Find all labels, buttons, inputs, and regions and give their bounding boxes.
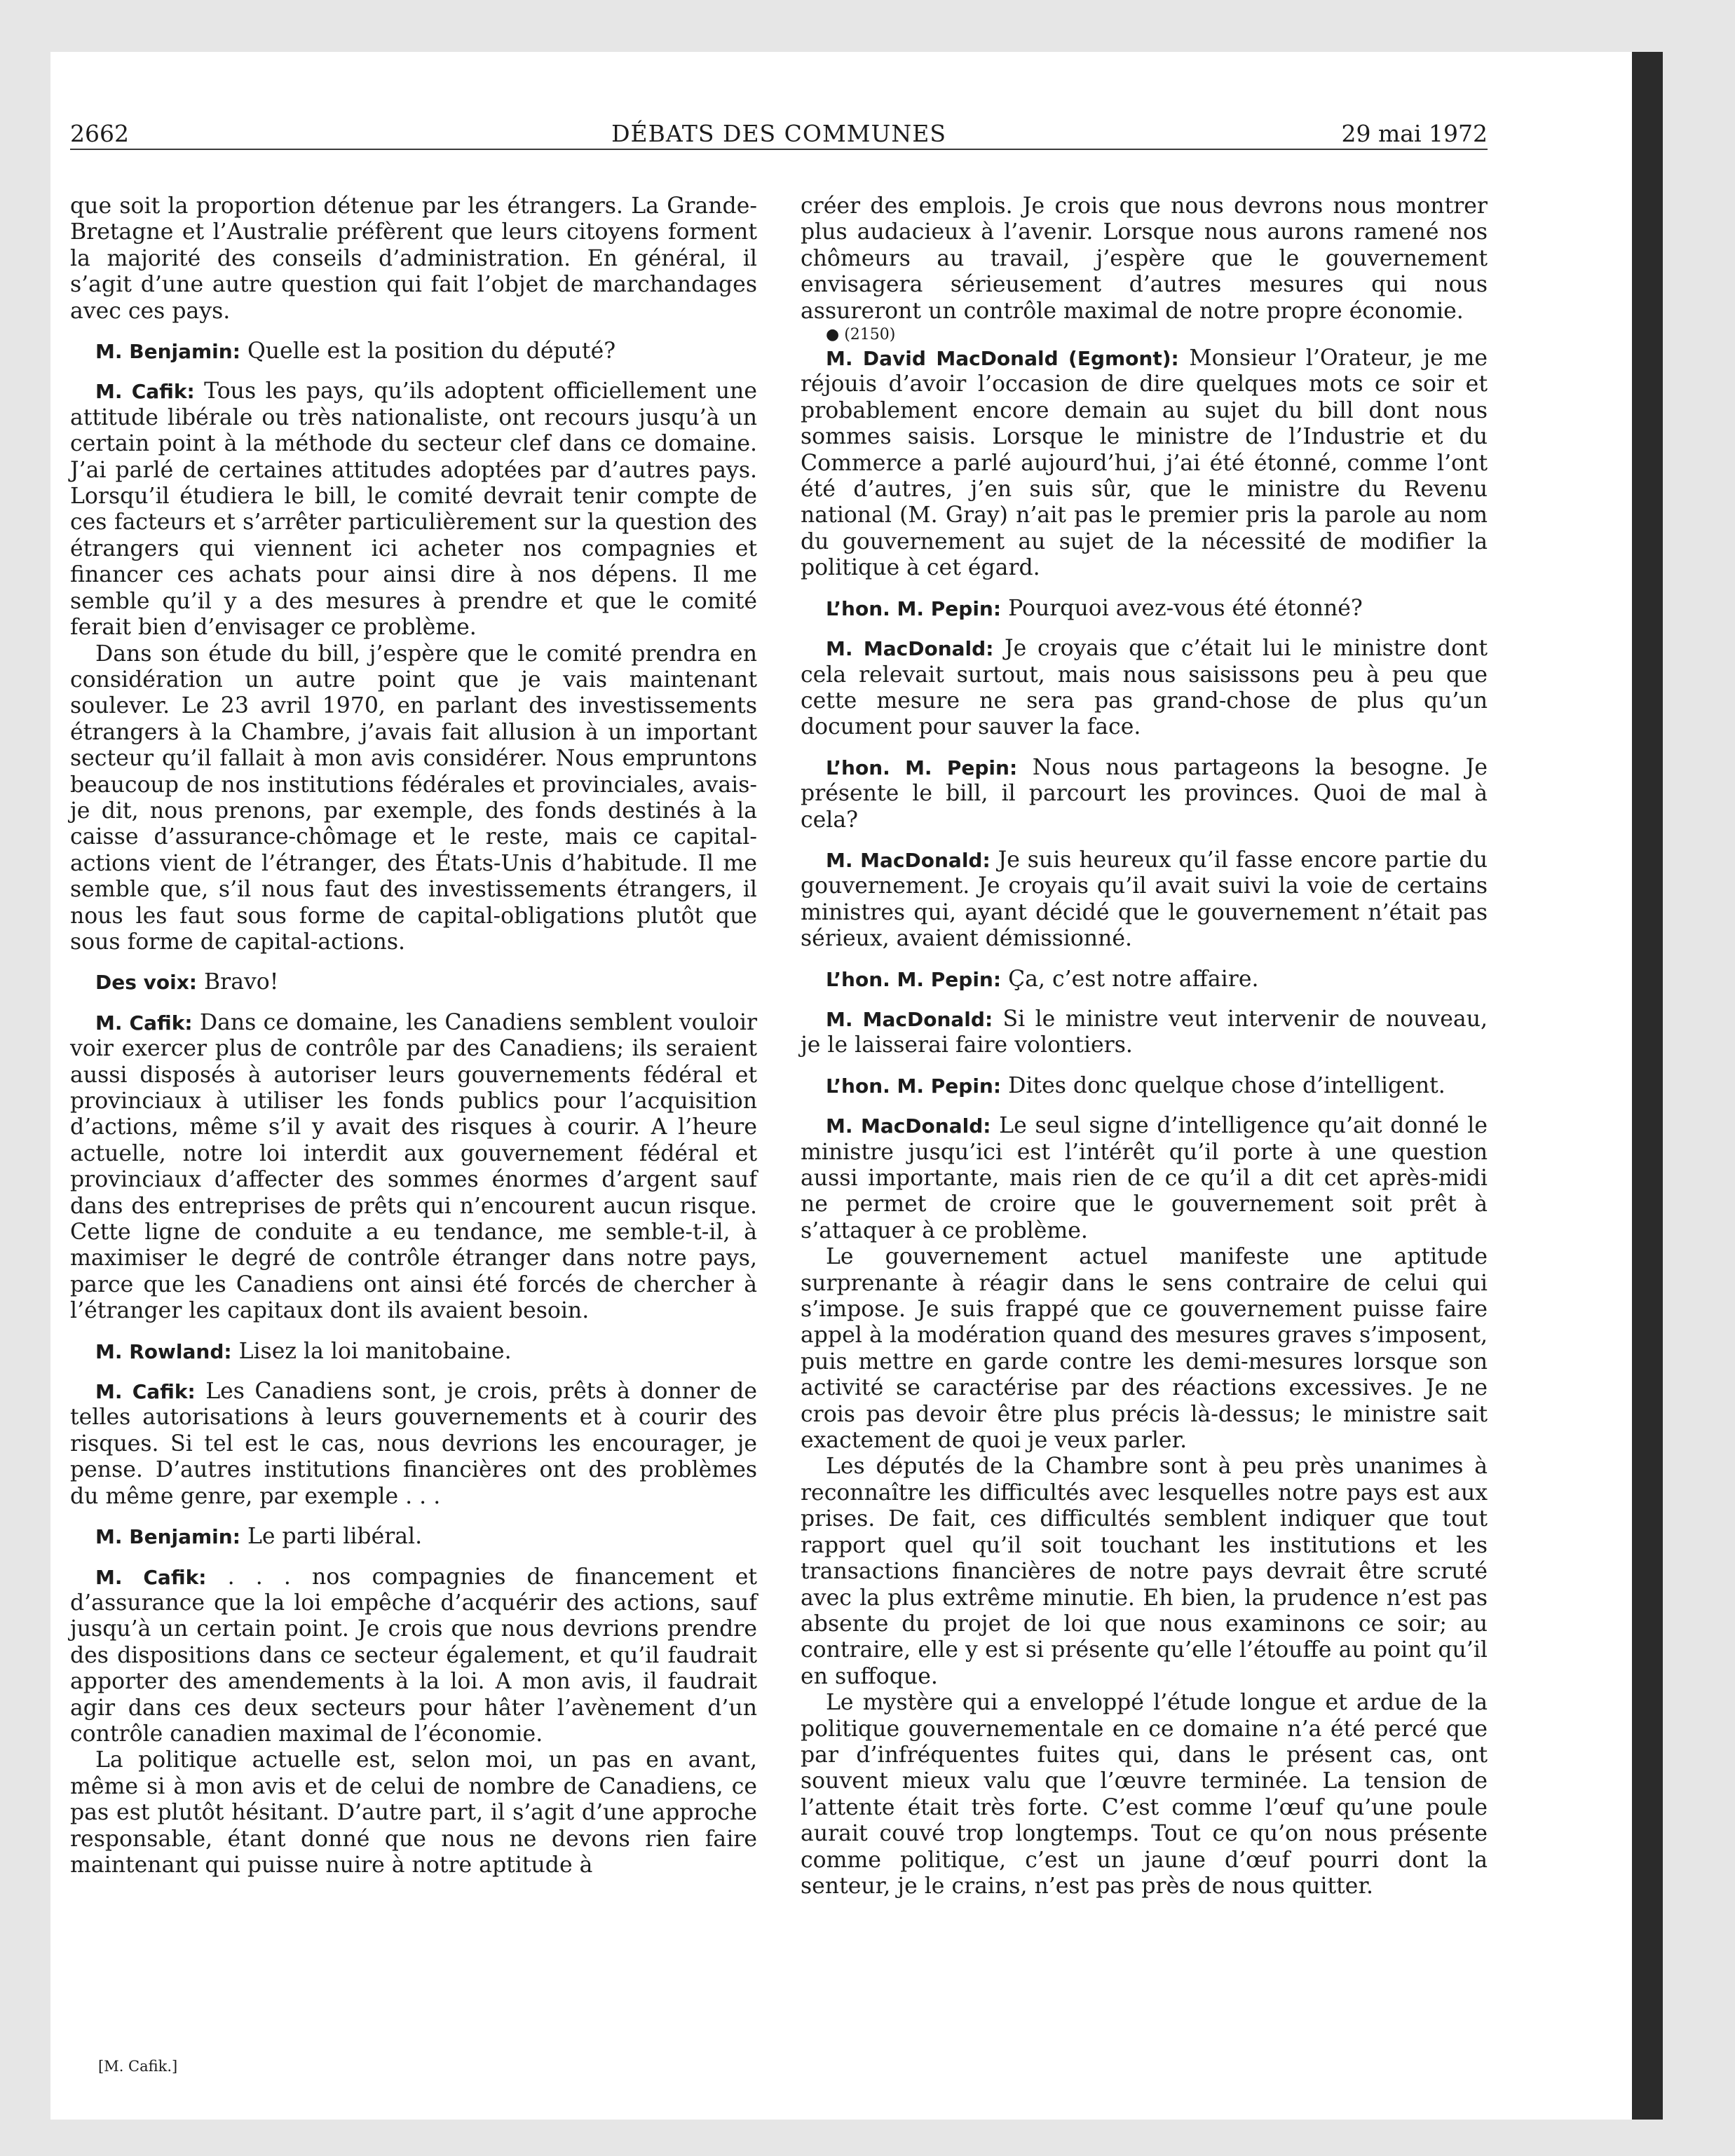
speech-text: Lisez la loi manitobaine. bbox=[238, 1338, 512, 1364]
speech-paragraph bbox=[70, 1564, 757, 1748]
speaker-name: M. Benjamin: bbox=[95, 340, 240, 364]
speech-paragraph bbox=[801, 596, 1488, 622]
speaker-footnote: [M. Cafik.] bbox=[98, 2058, 178, 2075]
speaker-name: M. MacDonald: bbox=[826, 1114, 991, 1138]
speaker-name: M. Cafik: bbox=[95, 1380, 196, 1404]
paragraph: créer des emplois. Je crois que nous devrons nous montrer plus audacieux à l’avenir. Lorsque nous aurons ramené nos chômeurs au travail, j’espère que le gouvernement envisagera sérieusement d’autres mesures qui nous assureront un contrôle maximal de notre propre économie. bbox=[801, 193, 1488, 324]
speech-text: Je suis heureux qu’il fasse encore partie du gouvernement. Je croyais qu’il avait suivi la voie de certains ministres qui, ayant décidé que le gouvernement n’était pas sérieux, avaient démissionné. bbox=[801, 847, 1488, 952]
speech-text: Monsieur l’Orateur, je me réjouis d’avoir l’occasion de dire quelques mots ce soir et probablement encore demain au sujet du bill dont nous sommes saisis. Lorsque le ministre de l’Industrie et du Commerce a parlé aujourd’hui, j’ai été étonné, comme l’ont été d’autres, j’en suis sûr, que le ministre du Revenu national (M. Gray) n’ait pas le premier pris la parole au nom du gouvernement au sujet de la nécessité de modifier la politique à cet égard. bbox=[801, 346, 1488, 581]
paragraph: Le gouvernement actuel manifeste une aptitude surprenante à réagir dans le sens contraire de celui qui s’impose. Je suis frappé que ce gouvernement puisse faire appel à la modération quand des mesures graves s’imposent, puis mettre en garde contre les demi-mesures lorsque son activité se caractérise par des réactions excessives. Je ne crois pas devoir être plus précis là-dessus; le ministre sait exactement de quoi je veux parler. bbox=[801, 1244, 1488, 1454]
speech-text: Les Canadiens sont, je crois, prêts à donner de telles autorisations à leurs gouvernements et à courir des risques. Si tel est le cas, nous devrions les encourager, je pense. D’autres institutions financières ont des problèmes du même genre, par exemple . . . bbox=[70, 1379, 758, 1509]
speech-text: Dites donc quelque chose d’intelligent. bbox=[1008, 1072, 1445, 1098]
speaker-name: L’hon. M. Pepin: bbox=[826, 756, 1018, 779]
speech-text: Quelle est la position du député? bbox=[247, 339, 616, 364]
speech-paragraph bbox=[70, 969, 757, 995]
speech-paragraph bbox=[70, 339, 757, 364]
speech-text: Ça, c’est notre affaire. bbox=[1008, 966, 1259, 992]
speech-paragraph bbox=[70, 1010, 757, 1325]
paragraph: que soit la proportion détenue par les étrangers. La Grande-Bretagne et l’Australie préfèrent que leurs citoyens forment la majorité des conseils d’administration. En général, il s’agit d’une autre question qui fait l’objet de marchandages avec ces pays. bbox=[70, 193, 757, 324]
speech-text: Bravo! bbox=[204, 969, 279, 995]
speech-paragraph bbox=[801, 346, 1488, 582]
speech-text: . . . nos compagnies de financement et d’assurance que la loi empêche d’acquérir des actions, sauf jusqu’à un certain point. Je crois que nous devrions prendre des dispositions dans ce secteur également, et qu’il faudrait apporter des amendements à la loi. A mon avis, il faudrait agir dans ces deux secteurs pour hâter l’avènement d’un contrôle canadien maximal de l’économie. bbox=[70, 1564, 758, 1747]
speech-text: Le seul signe d’intelligence qu’ait donné le ministre jusqu’ici est l’intérêt qu’il porte à une question aussi importante, mais rien de ce qu’il a dit cet après-midi ne permet de croire que le gouvernement soit prêt à s’attaquer à ce problème. bbox=[801, 1113, 1488, 1243]
speech-paragraph bbox=[70, 1339, 757, 1365]
speaker-name: L’hon. M. Pepin: bbox=[826, 596, 1002, 620]
issue-date: 29 mai 1972 bbox=[1341, 120, 1488, 147]
speaker-name: M. Cafik: bbox=[95, 1011, 193, 1035]
speaker-name: M. MacDonald: bbox=[826, 1007, 993, 1031]
speech-paragraph bbox=[70, 1524, 757, 1550]
speech-text: Pourquoi avez-vous été étonné? bbox=[1008, 595, 1363, 621]
page-header bbox=[70, 107, 1488, 150]
speech-text: Nous nous partageons la besogne. Je présente le bill, il parcourt les provinces. Quoi de mal à cela? bbox=[801, 754, 1488, 833]
time-marker-text: (2150) bbox=[844, 326, 896, 344]
speaker-name: M. Rowland: bbox=[95, 1339, 232, 1363]
speech-text: Tous les pays, qu’ils adoptent officiellement une attitude libérale ou très nationaliste, ont recours jusqu’à un certain point à la méthode du secteur clef dans ce domaine. J’ai parlé de certaines attitudes adoptées par d’autres pays. Lorsqu’il étudiera le bill, le comité devrait tenir compte de ces facteurs et s’arrêter particulièrement sur la question des étrangers qui viennent ici acheter nos compagnies et financer ces achats pour ainsi dire à nos dépens. Il me semble qu’il y a des mesures à prendre et que le comité ferait bien d’envisager ce problème. bbox=[70, 378, 757, 641]
speaker-name: M. Cafik: bbox=[95, 380, 195, 404]
speaker-name: Des voix: bbox=[95, 971, 197, 995]
speech-paragraph bbox=[801, 636, 1488, 741]
speech-paragraph bbox=[801, 755, 1488, 833]
publication-title: DÉBATS DES COMMUNES bbox=[611, 120, 946, 147]
bullet-icon: ● bbox=[826, 326, 840, 344]
speaker-name: L’hon. M. Pepin: bbox=[826, 967, 1002, 991]
speech-text: Le parti libéral. bbox=[247, 1524, 423, 1550]
paragraph: Le mystère qui a enveloppé l’étude longue et ardue de la politique gouvernementale en ce domaine n’a été percé que par d’infréquentes fuites qui, dans le présent cas, ont souvent mieux valu que l’œuvre terminée. La tension de l’attente était très forte. C’est comme l’œuf qu’une poule aurait couvé trop longtemps. Tout ce qu’on nous présente comme politique, c’est un jaune d’œuf pourri dont la senteur, je le crains, n’est pas près de nous quitter. bbox=[801, 1690, 1488, 1899]
speech-paragraph bbox=[801, 1073, 1488, 1099]
speech-paragraph bbox=[70, 378, 757, 641]
speaker-name: M. MacDonald: bbox=[826, 637, 994, 661]
speech-text: Dans ce domaine, les Canadiens semblent vouloir voir exercer plus de contrôle par des Canadiens; ils seraient aussi disposés à autoriser leurs gouvernements fédéral et provinciaux à utiliser les fonds publics pour l’acquisition d’actions, même s’il y avait des risques à courir. A l’heure actuelle, notre loi interdit aux gouvernement fédéral et provinciaux d’affecter des sommes énormes d’argent sauf dans des entreprises de prêts qui n’encourent aucun risque. Cette ligne de conduite a eu tendance, me semble-t-il, à maximiser le degré de contrôle étranger dans notre pays, parce que les Canadiens ont ainsi été forcés de chercher à l’étranger les capitaux dont ils avaient besoin. bbox=[70, 1009, 758, 1324]
speech-paragraph bbox=[801, 967, 1488, 992]
left-column bbox=[70, 193, 757, 1878]
speaker-name: M. MacDonald: bbox=[826, 848, 991, 872]
speaker-name: L’hon. M. Pepin: bbox=[826, 1074, 1002, 1098]
paragraph: La politique actuelle est, selon moi, un pas en avant, même si à mon avis et de celui de nombre de Canadiens, ce pas est plutôt hésitant. D’autre part, il s’agit d’une approche responsable, étant donné que nous ne devons rien faire maintenant qui puisse nuire à notre aptitude à bbox=[70, 1747, 757, 1878]
page-number: 2662 bbox=[70, 120, 129, 147]
paragraph: Les députés de la Chambre sont à peu près unanimes à reconnaître les difficultés avec lesquelles notre pays est aux prises. De fait, ces difficultés semblent indiquer que tout rapport quel qu’il soit touchant les institutions et les transactions financières de notre pays devrait être scruté avec la plus extrême minutie. Eh bien, la prudence n’est pas absente du projet de loi que nous examinons ce soir; au contraire, elle y est si présente qu’elle l’étouffe au point qu’il en suffoque. bbox=[801, 1454, 1488, 1689]
speaker-name: M. David MacDonald (Egmont): bbox=[826, 347, 1179, 371]
speech-paragraph bbox=[801, 1113, 1488, 1244]
speech-paragraph bbox=[801, 1007, 1488, 1059]
speech-paragraph bbox=[70, 1379, 757, 1510]
time-marker bbox=[801, 325, 1488, 346]
right-column bbox=[801, 193, 1488, 1899]
speaker-name: M. Benjamin: bbox=[95, 1525, 240, 1549]
paragraph: Dans son étude du bill, j’espère que le comité prendra en considération un autre point que je vais maintenant soulever. Le 23 avril 1970, en parlant des investissements étrangers à la Chambre, j’avais fait allusion à un important secteur qu’il fallait à mon avis considérer. Nous empruntons beaucoup de nos institutions fédérales et provinciales, avais-je dit, nous prenons, par exemple, des fonds destinés à la caisse d’assurance-chômage et le reste, mais ce capital-actions vient de l’étranger, des États-Unis d’habitude. Il me semble que, s’il nous faut des investissements étrangers, il nous les faut sous forme de capital-obligations plutôt que sous forme de capital-actions. bbox=[70, 641, 757, 955]
scan-edge-shadow bbox=[1632, 52, 1663, 2120]
speaker-name: M. Cafik: bbox=[95, 1565, 207, 1589]
speech-text: Si le ministre veut intervenir de nouveau, je le laisserai faire volontiers. bbox=[801, 1006, 1488, 1058]
speech-paragraph bbox=[801, 847, 1488, 953]
speech-text: Je croyais que c’était lui le ministre dont cela relevait surtout, mais nous saisissons peu à peu que cette mesure ne sera pas grand-chose de plus qu’un document pour sauver la face. bbox=[801, 636, 1488, 740]
